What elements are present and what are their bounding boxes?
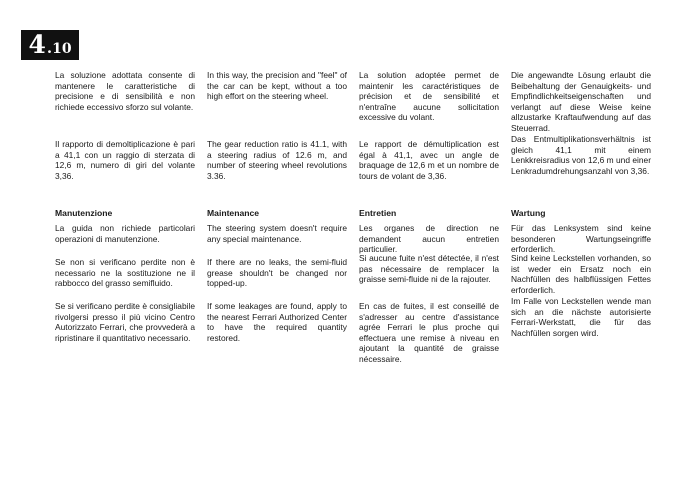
paragraph-no-leaks: If there are no leaks, the semi-fluid grease shouldn't be changed nor topped-up.: [207, 257, 347, 289]
paragraph-ratio: Das Entmultiplikationsverhältnis ist gleich 41,1 mit einem Lenkkreisradius von 12,6 m und einer Lenkradumdrehungsanzahl von 3,36.: [511, 134, 651, 176]
paragraph-no-leaks: Se non si verificano perdite non è necessario ne la sostituzione ne il rabbocco del grasso semifluido.: [55, 257, 195, 289]
paragraph-ratio: The gear reduction ratio is 41.1, with a steering radius of 12.6 m, and number of steering wheel revolutions 3.36.: [207, 139, 347, 181]
paragraph-intro: In this way, the precision and "feel" of the car can be kept, without a too high effort on the steering wheel.: [207, 70, 347, 102]
paragraph-ratio: Il rapporto di demoltiplicazione è pari a 41,1 con un raggio di sterzata di 12,6 m, numero di giri del volante 3,36.: [55, 139, 195, 181]
paragraph-maintenance: The steering system doesn't require any special maintenance.: [207, 223, 347, 244]
paragraph-maintenance: Für das Lenksystem sind keine besonderen Wartungseingriffe erforderlich.: [511, 223, 651, 255]
paragraph-leaks: Im Falle von Leckstellen wende man sich an die nächste autorisierte Ferrari-Werkstatt, die für das Nachfüllen sorgen wird.: [511, 296, 651, 338]
section-heading: Manutenzione: [55, 208, 113, 218]
paragraph-no-leaks: Si aucune fuite n'est détectée, il n'est pas nécessaire de remplacer la graisse semi-fluide ni de la rajouter.: [359, 253, 499, 285]
chapter-number: 4: [28, 30, 46, 59]
paragraph-leaks: En cas de fuites, il est conseillé de s'adresser au centre d'assistance agrée Ferrari le plus proche qui effectuera une remise à niveau en ajoutant la quantité de graisse nécessaire.: [359, 301, 499, 364]
section-heading: Entretien: [359, 208, 397, 218]
paragraph-maintenance: La guida non richiede particolari operazioni di manutenzione.: [55, 223, 195, 244]
paragraph-leaks: Se si verificano perdite è consigliabile rivolgersi presso il più vicino Centro Autorizzato Ferrari, che provvederà a ripristinare il quantitativo necessario.: [55, 301, 195, 343]
paragraph-ratio: Le rapport de démultiplication est égal à 41,1, avec un angle de braquage de 12,6 m et un nombre de tours de volant de 3,36.: [359, 139, 499, 181]
paragraph-intro: La solution adoptée permet de maintenir les caractéristiques de précision et de sensibilité et n'entraîne aucune sollicitation excessive du volant.: [359, 70, 499, 123]
section-number-badge: [21, 30, 79, 60]
paragraph-intro: La soluzione adottata consente di mantenere le caratteristiche di precisione e di sensibilità e non richiede eccessivo sforzo sul volante.: [55, 70, 195, 112]
section-number: 10: [52, 41, 72, 57]
section-heading: Maintenance: [207, 208, 260, 218]
paragraph-leaks: If some leakages are found, apply to the nearest Ferrari Authorized Center to have the required quantity restored.: [207, 301, 347, 343]
paragraph-intro: Die angewandte Lösung erlaubt die Beibehaltung der Genauigkeits- und Empfindlichkeitseigenschaften und verlangt auf diese Weise keine allzustarke Kraftaufwendung auf das Steuerrad.: [511, 70, 651, 133]
paragraph-maintenance: Les organes de direction ne demandent aucun entretien particulier.: [359, 223, 499, 255]
section-dot: .: [46, 39, 53, 57]
paragraph-no-leaks: Sind keine Leckstellen vorhanden, so ist weder ein Ersatz noch ein Nachfüllen des halbflüssigen Fettes erforderlich.: [511, 253, 651, 295]
section-heading: Wartung: [511, 208, 546, 218]
